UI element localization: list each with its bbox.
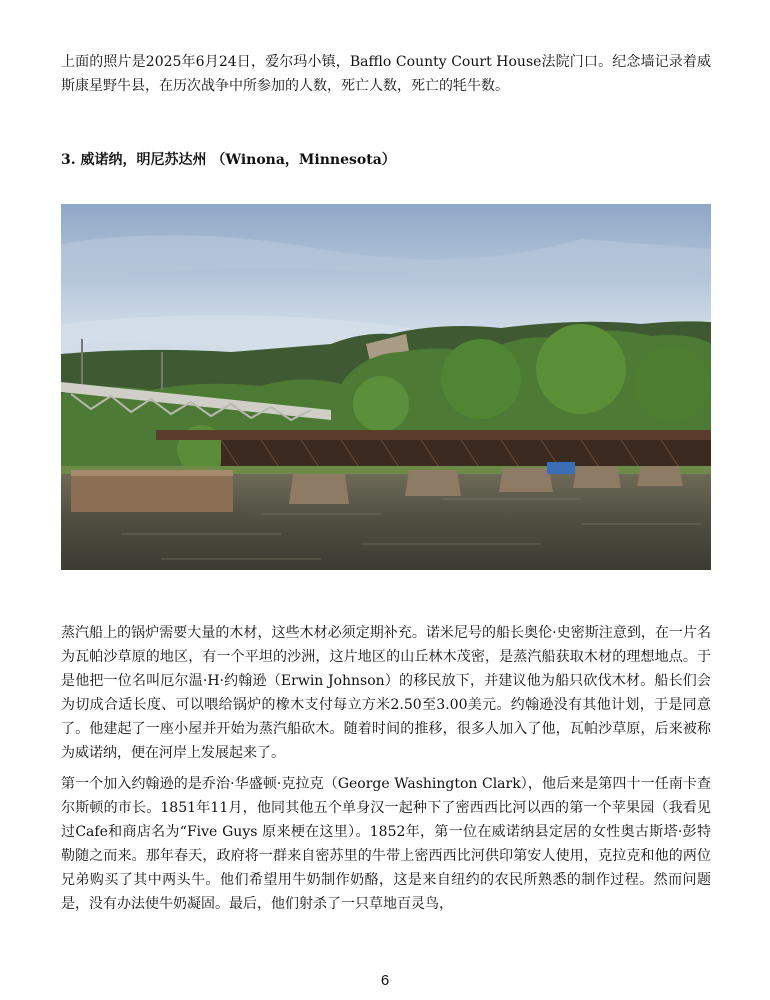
river-bridge-photo	[61, 204, 711, 570]
page-number: 6	[380, 972, 390, 989]
body-paragraph: 第一个加入约翰逊的是乔治·华盛顿·克拉克（George Washington Clark），他后来是第四十一任南卡查尔斯顿的市长。1851年11月，他同其他五个单身汉一起种下了密西西比河以西的第一个苹果园（我看见过Cafe和商店名为“Five Guys 原来梗在这里）。1852年，第一位在威诺纳县定居的女性奥古斯塔·彭特勒随之而来。那年春天，政府将一群来自密苏里的牛带上密西西比河供印第安人使用，克拉克和他的两位兄弟购买了其中两头牛。他们希望用牛奶制作奶酪，这是来自纽约的农民所熟悉的制作过程。然而问题是，没有办法使牛奶凝固。最后，他们射杀了一只草地百灵鸟，	[61, 776, 711, 912]
intro-paragraph: 上面的照片是2025年6月24日，爱尔玛小镇，Bafflo County Court House法院门口。纪念墙记录着威斯康星野牛县，在历次战争中所参加的人数，死亡人数，死亡的牦牛数。	[61, 54, 711, 94]
body-paragraph: 蒸汽船上的锅炉需要大量的木材，这些木材必须定期补充。诺米尼号的船长奥伦·史密斯注意到，在一片名为瓦帕沙草原的地区，有一个平坦的沙洲，这片地区的山丘林木茂密，是蒸汽船获取木材的理想地点。于是他把一位名叫厄尔温·H·约翰逊（Erwin Johnson）的移民放下，并建议他为船只砍伐木材。船长们会为切成合适长度、可以喂给锅炉的橡木支付每立方米2.50至3.00美元。约翰逊没有其他计划，于是同意了。他建起了一座小屋并开始为蒸汽船砍木。随着时间的推移，很多人加入了他，瓦帕沙草原，后来被称为威诺纳，便在河岸上发展起来了。	[61, 625, 711, 761]
section-heading: 3. 威诺纳，明尼苏达州 （Winona，Minnesota）	[61, 152, 396, 168]
